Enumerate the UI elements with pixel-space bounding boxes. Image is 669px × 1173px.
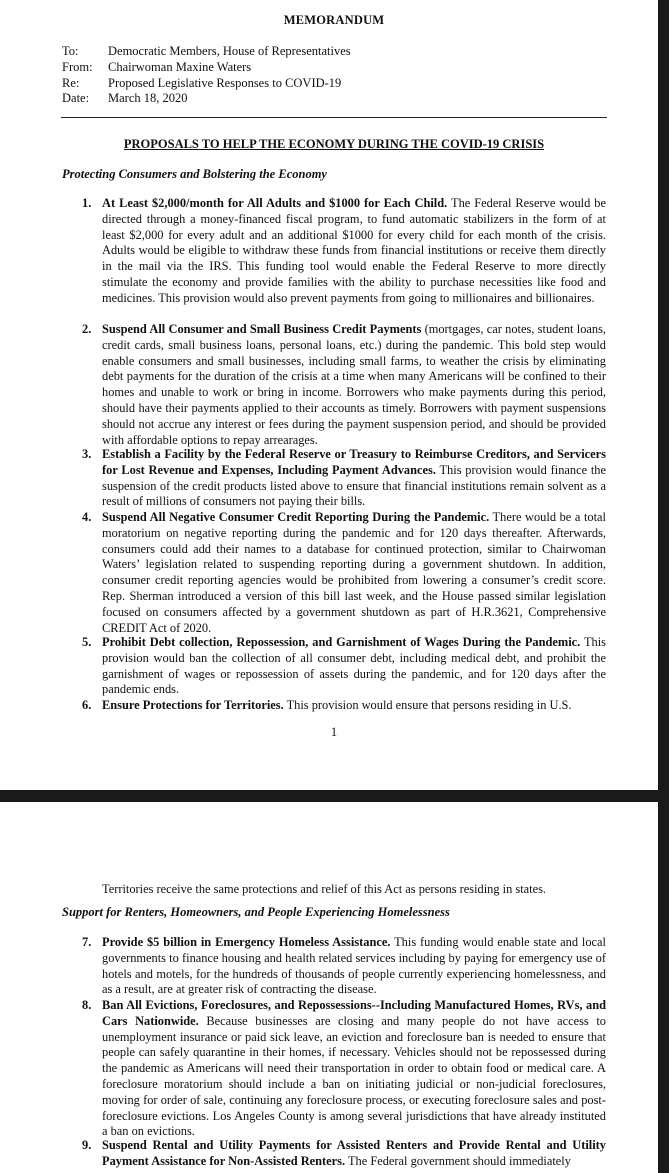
item-number: 3. [82, 447, 92, 461]
item-number: 9. [82, 1138, 92, 1152]
main-heading: PROPOSALS TO HELP THE ECONOMY DURING THE COVID-19 CRISIS [123, 137, 545, 151]
document-page-2 [0, 802, 658, 1173]
page-number: 1 [330, 725, 338, 739]
list-item [82, 322, 606, 448]
memo-from-line [62, 60, 251, 75]
list-item [82, 1138, 606, 1170]
list-item [82, 196, 606, 307]
item-title: Prohibit Debt collection, Repossession, and Garnishment of Wages During the Pandemic. [102, 635, 581, 649]
item-text: There would be a total moratorium on negative reporting during the pandemic and for 120 days thereafter. Afterwards, consumers could add their names to a database for continued protection, similar to Chairwoman Waters’ legislation related to suspending reporting during a government shutdown. In addition, consumer credit reporting agencies would be prohibited from lowering a consumer’s credit score. Rep. Sherman introduced a version of this bill last week, and the House passed similar legislation focused on consumers affected by a government shutdown as part of H.R.3621, Comprehensive CREDIT Act of 2020. [102, 510, 606, 635]
memo-title: MEMORANDUM [283, 13, 385, 27]
item-number: 8. [82, 998, 92, 1012]
header-divider [61, 117, 607, 118]
item-text: The Federal government should immediately [345, 1153, 571, 1168]
from-value: Chairwoman Maxine Waters [108, 60, 252, 74]
item-text: This funding would enable state and local governments to finance housing and health related services including by paying for emergency use of hotels and motels, for the hundreds of thousands of people currently experiencing homelessness, and as a result, are at greater risk of contracting the disease. [102, 935, 606, 997]
section-heading-renters: Support for Renters, Homeowners, and People Experiencing Homelessness [62, 905, 450, 919]
continuation-text: Territories receive the same protections and relief of this Act as persons residing in states. [102, 882, 547, 896]
item-title: Establish a Facility by the Federal Reserve or Treasury to Reimburse Creditors, and Servicers for Lost Revenue and Expenses, Including Payment Advances. [102, 447, 606, 477]
list-item [82, 935, 606, 998]
date-label: Date: [62, 91, 90, 105]
item-title: Suspend All Negative Consumer Credit Reporting During the Pandemic. [102, 510, 490, 524]
item-number: 6. [82, 698, 92, 712]
from-label: From: [62, 60, 93, 74]
re-value: Proposed Legislative Responses to COVID-19 [108, 76, 342, 90]
item-title: At Least $2,000/month for All Adults and $1000 for Each Child. [102, 196, 448, 210]
list-item [82, 510, 606, 636]
memo-to-line [62, 44, 351, 59]
list-item [82, 998, 606, 1140]
item-number: 4. [82, 510, 92, 524]
list-item [82, 635, 606, 698]
item-number: 5. [82, 635, 92, 649]
to-label: To: [62, 44, 79, 58]
re-label: Re: [62, 76, 80, 90]
to-value: Democratic Members, House of Representatives [108, 44, 351, 58]
item-number: 1. [82, 196, 92, 210]
item-title: Provide $5 billion in Emergency Homeless Assistance. [102, 935, 391, 949]
item-text: This provision would ban the collection of all consumer debt, including medical debt, and prohibit the garnishment of wages or repossession of assets during the pandemic, and for 120 days after the pandemic ends. [102, 635, 607, 697]
item-title: Suspend Rental and Utility Payments for Assisted Renters and Provide Rental and Utility Payment Assistance for Non-Assisted Renters. [102, 1138, 606, 1168]
list-item [82, 447, 606, 510]
item-title: Ban All Evictions, Foreclosures, and Repossessions--Including Manufactured Homes, RVs, and Cars Nationwide. [102, 998, 606, 1028]
item-title: Suspend All Consumer and Small Business Credit Payments [102, 322, 422, 336]
item-text: Because businesses are closing and many people do not have access to unemployment insurance or paid sick leave, an eviction and foreclosure ban is needed to ensure that people can safely quarantine in their homes, if necessary. Vehicles should not be repossessed during the pandemic as Americans will need their transportation in order to obtain food or medical care. A foreclosure moratorium should include a ban on initiating judicial or non-judicial foreclosures, moving for order of sale, continuing any foreclosure process, or executing foreclosure sales and post-foreclosure evictions. Los Angeles County is among several jurisdictions that have already instituted a ban on evictions. [102, 1013, 606, 1139]
list-item [82, 698, 606, 714]
date-value: March 18, 2020 [108, 91, 188, 105]
memo-re-line [62, 76, 341, 91]
section-heading-consumers: Protecting Consumers and Bolstering the Economy [62, 167, 327, 181]
memo-date-line [62, 91, 188, 106]
item-text: The Federal Reserve would be directed through a money-financed fiscal program, to fund automatic stabilizers in the form of at least $2,000 for every adult and an additional $1000 for every child for each month of the crisis. Adults would be eligible to withdraw these funds from financial institutions or receive them directly in the mail via the IRS. This funding tool would enable the Federal Reserve to more directly stimulate the economy and provide families with the ability to purchase necessities like food and medicines. This provision would also prevent payments from going to millionaires and billionaires. [102, 196, 606, 305]
item-text: This provision would ensure that persons residing in U.S. [283, 698, 572, 712]
item-title: Ensure Protections for Territories. [102, 698, 284, 712]
item-text: This provision would finance the suspension of the credit products listed above to ensure that financial institutions remain solvent as a result of millions of consumers not paying their bills. [102, 462, 606, 509]
item-number: 7. [82, 935, 92, 949]
item-text: (mortgages, car notes, student loans, credit cards, small business loans, personal loans, etc.) during the pandemic. This bold step would enable consumers and small businesses, including small farms, to weather the crisis by eliminating debt payments for the duration of the crisis at a time when many Americans will be confined to their homes and unable to work or bring in income. Borrowers who make payments during this period, should have their payments applied to their accounts as timely. Borrowers with payment suspensions should not accrue any interest or fees during the payment suspension period, and should be provided with affordable options to repay arrearages. [102, 322, 607, 447]
item-number: 2. [82, 322, 92, 336]
